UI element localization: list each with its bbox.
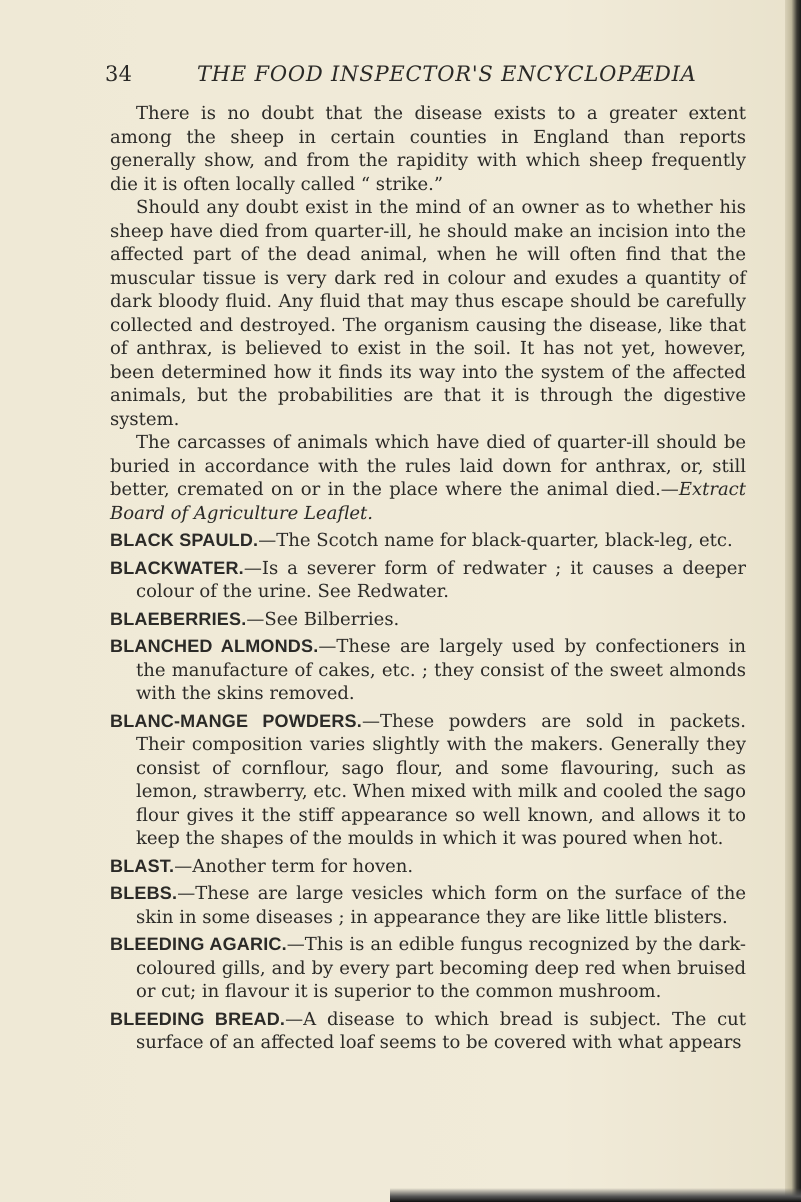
entry-blanc-mange-powders xyxy=(110,710,746,851)
headword: BLANC-MANGE POWDERS. xyxy=(110,710,362,731)
headword: BLANCHED ALMONDS. xyxy=(110,636,319,656)
entry-blanched-almonds xyxy=(110,635,746,706)
entry-blaeberries xyxy=(110,608,746,632)
entry-bleeding-agaric xyxy=(110,933,746,1004)
entry-definition: —Is a severer form of redwater ; it causes a deeper colour of the urine. See Redwater. xyxy=(136,557,746,602)
running-title: THE FOOD INSPECTOR'S ENCYCLOPÆDIA xyxy=(197,62,697,86)
paragraph-incision: Should any doubt exist in the mind of an owner as to whether his sheep have died from quarter-ill, he should make an incision into the affected part of the dead animal, when he will often find that the muscular tissue is very dark red in colour and exudes a quantity of dark bloody fluid. Any fluid that may thus escape should be carefully collected and destroyed. The organism causing the disease, like that of anthrax, is believed to exist in the soil. It has not yet, however, been determined how it finds its way into the system of the affected animals, but the probabilities are that it is through the digestive system. xyxy=(110,197,746,430)
entry-blebs xyxy=(110,882,746,929)
paragraph-carcasses-text: The carcasses of animals which have died of quarter-ill should be buried in accordance with the rules laid down for anthrax, or, still better, cremated on or in the place where the animal died.— xyxy=(110,432,746,500)
entry-definition: —This is an edible fungus recognized by the dark-coloured gills, and by every part becoming deep red when bruised or cut; in flavour it is superior to the common mushroom. xyxy=(136,934,746,1002)
entry-definition: —A disease to which bread is subject. The cut surface of an affected loaf seems to be covered with what appears xyxy=(136,1008,746,1053)
headword: BLEEDING BREAD. xyxy=(110,1008,286,1029)
entry-bleeding-bread xyxy=(110,1008,746,1055)
page-number: 34 xyxy=(105,62,133,86)
entry-definition: —These are largely used by confectioners in the manufacture of cakes, etc. ; they consist of the sweet almonds with the skins removed. xyxy=(136,636,746,704)
entry-definition: —These powders are sold in packets. Their composition varies slightly with the makers. Generally they consist of cornflour, sago flour, and some flavouring, such as lemon, strawberry, etc. When mixed with milk and cooled the sago flour gives it the stiff appearance so well known, and allows it to keep the shapes of the moulds in which it was poured when hot. xyxy=(136,710,747,849)
source-citation: Extract Board of Agriculture Leaflet. xyxy=(110,479,746,524)
headword: BLACK SPAULD. xyxy=(110,530,259,550)
entry-blackwater xyxy=(110,557,746,604)
entry-definition: —These are large vesicles which form on the surface of the skin in some diseases ; in appearance they are like little blisters. xyxy=(136,883,746,928)
headword: BLAST. xyxy=(110,855,175,876)
headword: BLAEBERRIES. xyxy=(110,608,247,629)
page-edge-shadow xyxy=(785,0,801,1202)
headword: BLACKWATER. xyxy=(110,557,244,578)
paragraph-carcasses xyxy=(110,431,746,525)
headword: BLEEDING AGARIC. xyxy=(110,934,287,954)
page-header xyxy=(105,62,745,94)
entry-definition: —Another term for hoven. xyxy=(174,855,414,877)
entry-blast xyxy=(110,855,746,879)
page-bottom-shadow xyxy=(390,1188,801,1202)
entry-definition: —See Bilberries. xyxy=(246,608,400,630)
paragraph-strike: There is no doubt that the disease exists to a greater extent among the sheep in certain counties in England than reports generally show, and from the rapidity with which sheep frequently die it is often locally called “ strike.” xyxy=(110,103,746,195)
page-body xyxy=(110,102,746,1055)
entry-black-spauld xyxy=(110,529,746,553)
entry-definition: —The Scotch name for black-quarter, black-leg, etc. xyxy=(258,530,733,551)
headword: BLEBS. xyxy=(110,883,178,903)
